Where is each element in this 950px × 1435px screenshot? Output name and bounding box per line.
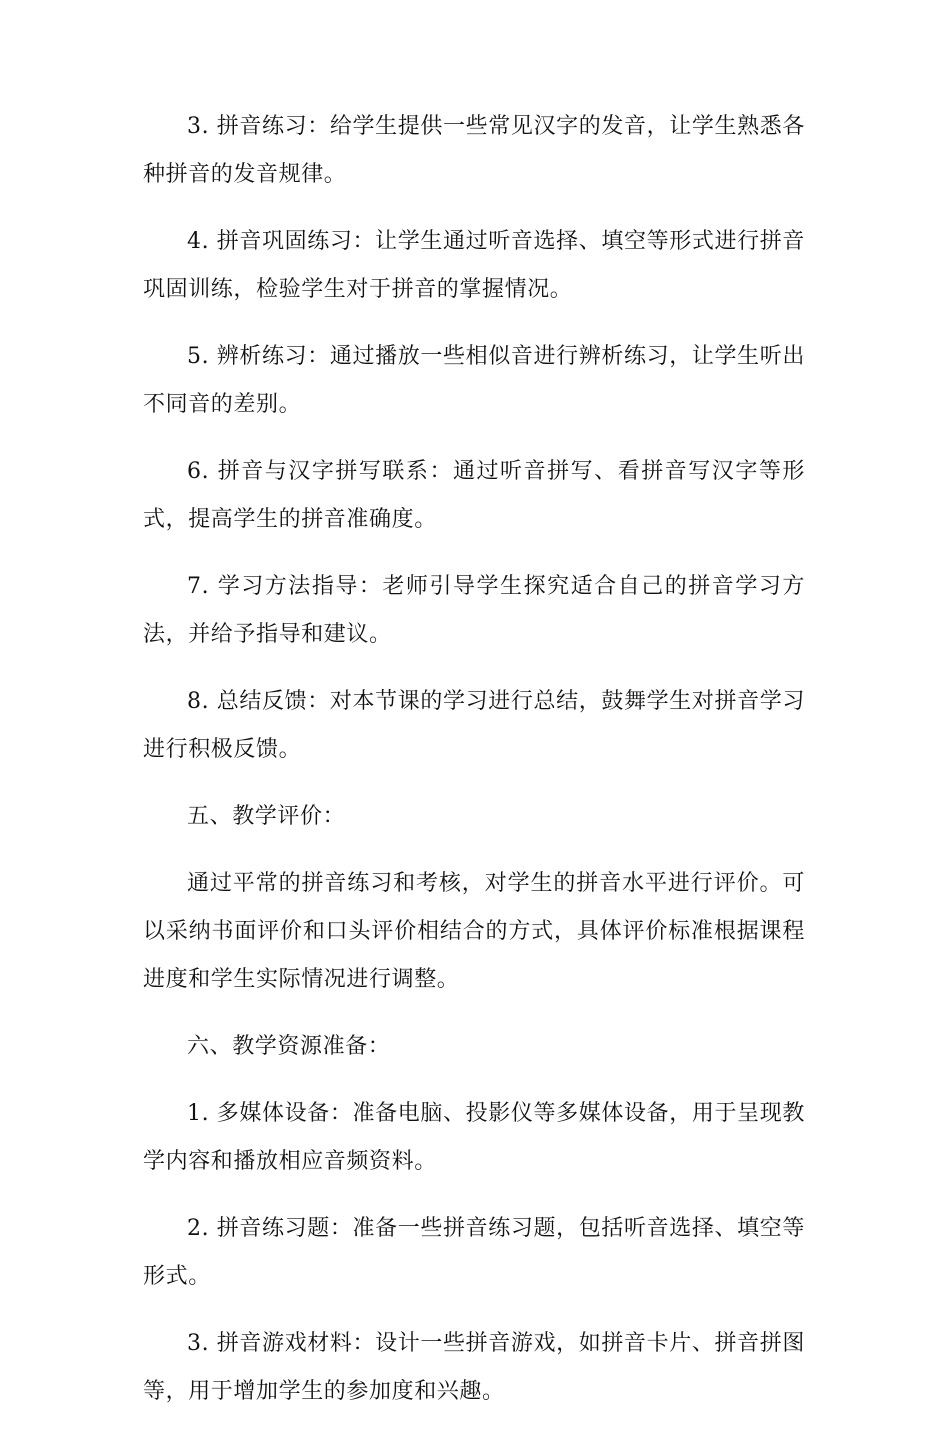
paragraph-evaluation: 通过平常的拼音练习和考核，对学生的拼音水平进行评价。可以采纳书面评价和口头评价相结合的方式，具体评价标准根据课程进度和学生实际情况进行调整。 [143, 871, 805, 992]
section-heading-evaluation: 五、教学评价： [187, 804, 346, 829]
document-body [143, 103, 805, 1435]
paragraph-consolidation-practice: 4. 拼音巩固练习：让学生通过听音选择、填空等形式进行拼音巩固训练，检验学生对于拼音的掌握情况。 [143, 229, 805, 302]
paragraph-exercises: 2. 拼音练习题：准备一些拼音练习题，包括听音选择、填空等形式。 [143, 1216, 805, 1289]
section-heading-resources: 六、教学资源准备： [187, 1034, 391, 1059]
paragraph-multimedia: 1. 多媒体设备：准备电脑、投影仪等多媒体设备，用于呈现教学内容和播放相应音频资料。 [143, 1101, 805, 1174]
paragraph-practice-pinyin: 3. 拼音练习：给学生提供一些常见汉字的发音，让学生熟悉各种拼音的发音规律。 [143, 114, 805, 187]
paragraph-study-method: 7. 学习方法指导：老师引导学生探究适合自己的拼音学习方法，并给予指导和建议。 [143, 574, 805, 647]
paragraph-games: 3. 拼音游戏材料：设计一些拼音游戏，如拼音卡片、拼音拼图等，用于增加学生的参加度和兴趣。 [143, 1331, 805, 1404]
paragraph-summary-feedback: 8. 总结反馈：对本节课的学习进行总结，鼓舞学生对拼音学习进行积极反馈。 [143, 689, 805, 762]
paragraph-pinyin-hanzi-link: 6. 拼音与汉字拼写联系：通过听音拼写、看拼音写汉字等形式，提高学生的拼音准确度。 [143, 459, 805, 532]
paragraph-discrimination-practice: 5. 辨析练习：通过播放一些相似音进行辨析练习，让学生听出不同音的差别。 [143, 344, 805, 417]
